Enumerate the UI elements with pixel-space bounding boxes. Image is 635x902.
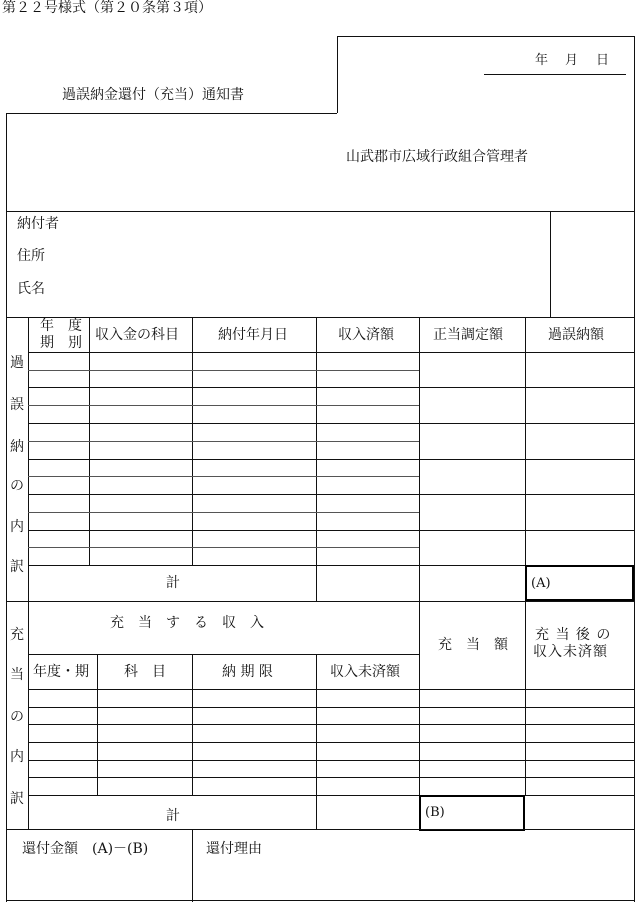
overpay-side-char: の xyxy=(10,478,24,494)
footer-bottom-border xyxy=(6,900,635,901)
overpay-side-char: 納 xyxy=(10,439,24,455)
payer-label: 納付者 xyxy=(17,216,59,232)
refund-reason-label: 還付理由 xyxy=(206,841,262,857)
footer-divider xyxy=(192,829,193,902)
header-correct-assessment: 正当調定額 xyxy=(433,327,503,343)
document-title: 過誤納金還付（充当）通知書 xyxy=(62,87,244,103)
payer-top-border xyxy=(6,211,635,212)
header-overpaid-amount: 過誤納額 xyxy=(548,327,604,343)
header-unpaid-amount: 収入未済額 xyxy=(330,664,400,680)
seal-box-divider xyxy=(550,211,551,317)
date-day: 日 xyxy=(596,53,610,68)
header-payment-date: 納付年月日 xyxy=(218,327,288,343)
overpay-side-char: 訳 xyxy=(10,559,24,575)
overpayment-top-border xyxy=(6,317,635,318)
date-underline xyxy=(484,74,626,75)
date-year: 年 xyxy=(535,53,549,68)
header-unpaid-after: 収入未済額 xyxy=(533,644,608,660)
overpay-side-char: 内 xyxy=(10,519,24,535)
allocation-side-char: 当 xyxy=(10,667,24,683)
issuer-name: 山武郡市広域行政組合管理者 xyxy=(346,149,528,165)
header-subject: 科 目 xyxy=(124,664,166,680)
footer-top-border xyxy=(6,829,635,830)
side-column-divider xyxy=(28,317,29,829)
header-allocated-amount: 充 当 額 xyxy=(438,637,508,653)
header-period: 期 別 xyxy=(40,335,82,351)
allocation-total-label: 計 xyxy=(166,808,180,824)
refund-amount-label: 還付金額 (A)－(B) xyxy=(22,841,149,857)
header-revenue-subject: 収入金の科目 xyxy=(95,327,179,343)
overpay-side-char: 誤 xyxy=(10,397,24,413)
total-a-mark: (A) xyxy=(531,576,551,591)
header-after-allocation: 充 当 後 の xyxy=(535,627,612,643)
allocation-top-border xyxy=(6,601,635,602)
allocation-side-char: の xyxy=(10,709,24,725)
allocation-group-header: 充 当 す る 収 入 xyxy=(110,615,264,631)
overpayment-total-label: 計 xyxy=(166,575,180,591)
allocation-side-char: 充 xyxy=(10,627,24,643)
allocation-side-char: 訳 xyxy=(10,791,24,807)
overpay-side-char: 過 xyxy=(10,355,24,371)
header-year-period: 年度・期 xyxy=(33,664,89,680)
header-due-date: 納 期 限 xyxy=(222,664,273,680)
header-fiscal-year: 年 度 xyxy=(40,318,82,334)
address-label: 住所 xyxy=(17,248,45,264)
total-b-mark: (B) xyxy=(425,805,445,820)
allocation-side-char: 内 xyxy=(10,749,24,765)
form-number: 第２２号様式（第２０条第３項） xyxy=(2,0,212,16)
name-label: 氏名 xyxy=(17,281,45,297)
header-received-amount: 収入済額 xyxy=(338,327,394,343)
date-month: 月 xyxy=(565,53,579,68)
